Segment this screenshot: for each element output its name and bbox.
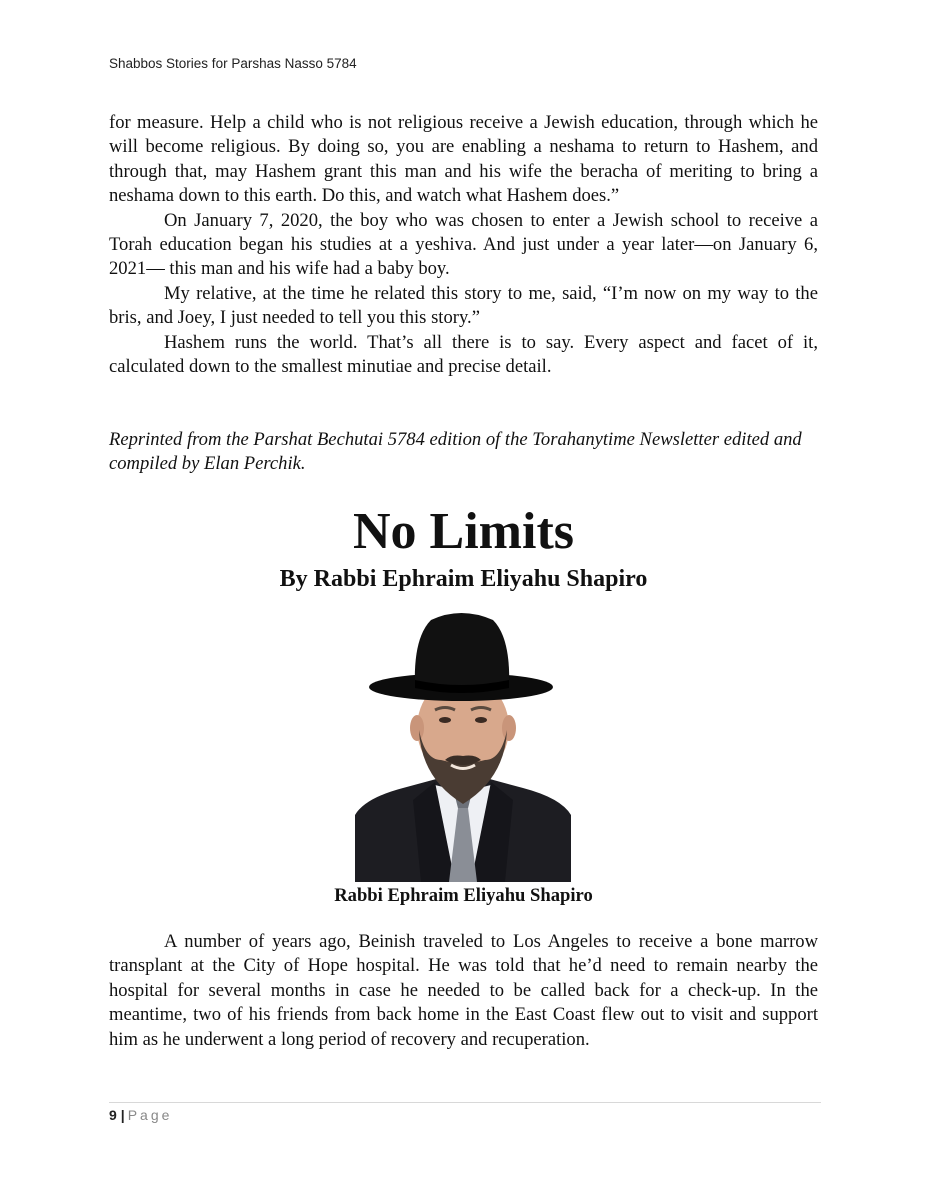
page-number: 9 [109, 1107, 117, 1123]
paragraph: for measure. Help a child who is not religious receive a Jewish education, through which he will become religious. By doing so, you are enabling a neshama to return to Hashem, and through that, may Hashem grant this man and his wife the beracha of meriting to bring a neshama down to this earth. Do this, and watch what Hashem does.” [109, 112, 818, 207]
photo-caption: Rabbi Ephraim Eliyahu Shapiro [334, 885, 593, 906]
footer-divider [109, 1102, 821, 1103]
reprint-note: Reprinted from the Parshat Bechutai 5784 edition of the Torahanytime Newsletter edited and compiled by Elan Perchik. [109, 429, 802, 475]
article-title: No Limits [353, 503, 574, 560]
footer-separator: | [120, 1107, 125, 1123]
author-photo [355, 610, 571, 882]
paragraph: Hashem runs the world. That’s all there is to say. Every aspect and facet of it, calculated down to the smallest minutiae and precise detail. [109, 331, 818, 378]
story-continuation [109, 111, 818, 379]
page-label: Page [127, 1107, 173, 1123]
article-body [109, 930, 818, 1052]
article-byline: By Rabbi Ephraim Eliyahu Shapiro [279, 566, 648, 592]
page-footer [109, 1107, 172, 1123]
paragraph: A number of years ago, Beinish traveled to Los Angeles to receive a bone marrow transplant at the City of Hope hospital. He was told that he’d need to remain nearby the hospital for several months in case he needed to be called back for a check-up. In the meantime, two of his friends from back home in the East Coast flew out to visit and support him as he underwent a long period of recovery and recuperation. [109, 931, 818, 1050]
running-header: Shabbos Stories for Parshas Nasso 5784 [109, 56, 357, 71]
paragraph: On January 7, 2020, the boy who was chosen to enter a Jewish school to receive a Torah education began his studies at a yeshiva. And just under a year later—on January 6, 2021— this man and his wife had a baby boy. [109, 209, 818, 280]
paragraph: My relative, at the time he related this story to me, said, “I’m now on my way to the bris, and Joey, I just needed to tell you this story.” [109, 282, 818, 329]
